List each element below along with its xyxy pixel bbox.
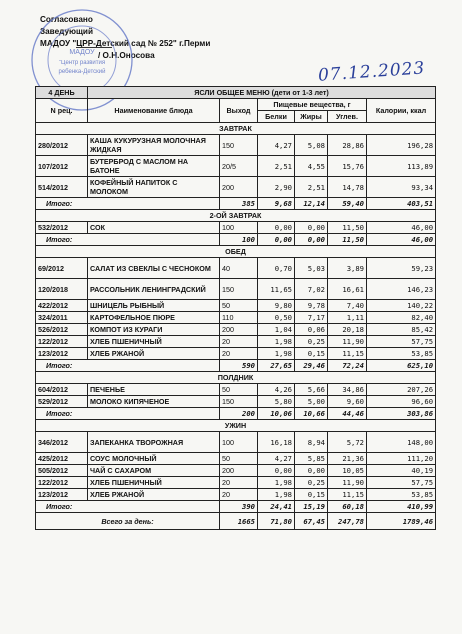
section-header-row — [36, 246, 436, 258]
table-row — [36, 300, 436, 312]
subtotal-carbs: 11,50 — [328, 234, 367, 246]
calories-cell: 148,00 — [367, 432, 436, 453]
subtotal-portion: 200 — [220, 408, 258, 420]
proteins-cell: 11,65 — [258, 279, 295, 300]
recipe-number-cell: 505/2012 — [36, 465, 88, 477]
dish-name-cell: ЧАЙ С САХАРОМ — [88, 465, 220, 477]
col-carbs: Углев. — [328, 111, 367, 123]
subtotal-fats: 29,46 — [295, 360, 328, 372]
carbs-cell: 10,05 — [328, 465, 367, 477]
calories-cell: 40,19 — [367, 465, 436, 477]
dish-name-cell: БУТЕРБРОД С МАСЛОМ НА БАТОНЕ — [88, 156, 220, 177]
calories-cell: 53,85 — [367, 489, 436, 501]
portion-cell: 200 — [220, 465, 258, 477]
carbs-cell: 34,86 — [328, 384, 367, 396]
fats-cell: 5,66 — [295, 384, 328, 396]
recipe-number-cell: 422/2012 — [36, 300, 88, 312]
portion-cell: 150 — [220, 396, 258, 408]
dish-name-cell: ХЛЕБ РЖАНОЙ — [88, 348, 220, 360]
proteins-cell: 1,98 — [258, 348, 295, 360]
calories-cell: 111,20 — [367, 453, 436, 465]
table-row — [36, 312, 436, 324]
handwritten-date: 07.12.2023 — [317, 58, 426, 86]
recipe-number-cell: 107/2012 — [36, 156, 88, 177]
col-fats: Жиры — [295, 111, 328, 123]
table-row — [36, 465, 436, 477]
proteins-cell: 2,51 — [258, 156, 295, 177]
section-title: ЗАВТРАК — [36, 123, 436, 135]
portion-cell: 20 — [220, 489, 258, 501]
table-row — [36, 477, 436, 489]
grand-total-row — [36, 513, 436, 530]
portion-cell: 150 — [220, 279, 258, 300]
recipe-number-cell: 529/2012 — [36, 396, 88, 408]
table-row — [36, 489, 436, 501]
recipe-number-cell: 346/2012 — [36, 432, 88, 453]
subtotal-row — [36, 234, 436, 246]
subtotal-label: Итого: — [36, 408, 220, 420]
recipe-number-cell: 604/2012 — [36, 384, 88, 396]
calories-cell: 85,42 — [367, 324, 436, 336]
proteins-cell: 9,80 — [258, 300, 295, 312]
subtotal-portion: 385 — [220, 198, 258, 210]
menu-body — [36, 123, 436, 530]
recipe-number-cell: 425/2012 — [36, 453, 88, 465]
subtotal-portion: 100 — [220, 234, 258, 246]
dish-name-cell: КОФЕЙНЫЙ НАПИТОК С МОЛОКОМ — [88, 177, 220, 198]
carbs-cell: 3,89 — [328, 258, 367, 279]
fats-cell: 8,94 — [295, 432, 328, 453]
organization-line: МАДОУ "ЦРР-Детский сад № 252" г.Перми — [40, 39, 211, 48]
svg-text:МАДОУ: МАДОУ — [69, 49, 95, 56]
table-row — [36, 177, 436, 198]
calories-cell: 59,23 — [367, 258, 436, 279]
col-portion: Выход — [220, 99, 258, 123]
proteins-cell: 0,50 — [258, 312, 295, 324]
subtotal-label: Итого: — [36, 198, 220, 210]
subtotal-calories: 403,51 — [367, 198, 436, 210]
carbs-cell: 7,40 — [328, 300, 367, 312]
dish-name-cell: КАРТОФЕЛЬНОЕ ПЮРЕ — [88, 312, 220, 324]
grand-total-fats: 67,45 — [295, 513, 328, 530]
fats-cell: 0,25 — [295, 336, 328, 348]
col-nutrients: Пищевые вещества, г — [258, 99, 367, 111]
calories-cell: 82,40 — [367, 312, 436, 324]
subtotal-proteins: 10,06 — [258, 408, 295, 420]
table-row — [36, 453, 436, 465]
signatory-line: / О.Н.Оносова — [98, 51, 155, 60]
portion-cell: 20/5 — [220, 156, 258, 177]
dish-name-cell: ПЕЧЕНЬЕ — [88, 384, 220, 396]
proteins-cell: 1,98 — [258, 489, 295, 501]
table-row — [36, 336, 436, 348]
subtotal-row — [36, 501, 436, 513]
dish-name-cell: ХЛЕБ ПШЕНИЧНЫЙ — [88, 336, 220, 348]
subtotal-calories: 625,10 — [367, 360, 436, 372]
dish-name-cell: КАША КУКУРУЗНАЯ МОЛОЧНАЯ ЖИДКАЯ — [88, 135, 220, 156]
fats-cell: 2,51 — [295, 177, 328, 198]
fats-cell: 5,85 — [295, 453, 328, 465]
proteins-cell: 1,04 — [258, 324, 295, 336]
fats-cell: 0,25 — [295, 477, 328, 489]
table-row — [36, 396, 436, 408]
dish-name-cell: ЗАПЕКАНКА ТВОРОЖНАЯ — [88, 432, 220, 453]
section-title: ОБЕД — [36, 246, 436, 258]
portion-cell: 200 — [220, 177, 258, 198]
calories-cell: 57,75 — [367, 477, 436, 489]
proteins-cell: 1,98 — [258, 477, 295, 489]
calories-cell: 207,26 — [367, 384, 436, 396]
dish-name-cell: ШНИЦЕЛЬ РЫБНЫЙ — [88, 300, 220, 312]
carbs-cell: 11,15 — [328, 348, 367, 360]
dish-name-cell: СОУС МОЛОЧНЫЙ — [88, 453, 220, 465]
recipe-number-cell: 514/2012 — [36, 177, 88, 198]
day-label: 4 ДЕНЬ — [36, 87, 88, 99]
section-header-row — [36, 372, 436, 384]
menu-title: ЯСЛИ ОБЩЕЕ МЕНЮ (дети от 1-3 лет) — [88, 87, 436, 99]
table-row — [36, 384, 436, 396]
fats-cell: 5,00 — [295, 396, 328, 408]
table-row — [36, 324, 436, 336]
col-proteins: Белки — [258, 111, 295, 123]
proteins-cell: 0,00 — [258, 465, 295, 477]
dish-name-cell: ХЛЕБ РЖАНОЙ — [88, 489, 220, 501]
fats-cell: 7,02 — [295, 279, 328, 300]
recipe-number-cell: 280/2012 — [36, 135, 88, 156]
subtotal-calories: 46,00 — [367, 234, 436, 246]
subtotal-fats: 10,66 — [295, 408, 328, 420]
dish-name-cell: САЛАТ ИЗ СВЕКЛЫ С ЧЕСНОКОМ — [88, 258, 220, 279]
subtotal-carbs: 44,46 — [328, 408, 367, 420]
subtotal-proteins: 24,41 — [258, 501, 295, 513]
subtotal-carbs: 59,40 — [328, 198, 367, 210]
proteins-cell: 0,70 — [258, 258, 295, 279]
subtotal-calories: 410,99 — [367, 501, 436, 513]
table-row — [36, 156, 436, 177]
dish-name-cell: ХЛЕБ ПШЕНИЧНЫЙ — [88, 477, 220, 489]
grand-total-proteins: 71,80 — [258, 513, 295, 530]
section-title: 2-ОЙ ЗАВТРАК — [36, 210, 436, 222]
grand-total-carbs: 247,78 — [328, 513, 367, 530]
carbs-cell: 1,11 — [328, 312, 367, 324]
table-row — [36, 348, 436, 360]
proteins-cell: 0,00 — [258, 222, 295, 234]
subtotal-fats: 15,19 — [295, 501, 328, 513]
recipe-number-cell: 120/2018 — [36, 279, 88, 300]
portion-cell: 20 — [220, 336, 258, 348]
carbs-cell: 9,60 — [328, 396, 367, 408]
portion-cell: 100 — [220, 432, 258, 453]
subtotal-carbs: 60,18 — [328, 501, 367, 513]
calories-cell: 96,60 — [367, 396, 436, 408]
dish-name-cell: РАССОЛЬНИК ЛЕНИНГРАДСКИЙ — [88, 279, 220, 300]
subtotal-portion: 390 — [220, 501, 258, 513]
recipe-number-cell: 532/2012 — [36, 222, 88, 234]
proteins-cell: 4,26 — [258, 384, 295, 396]
portion-cell: 200 — [220, 324, 258, 336]
subtotal-proteins: 0,00 — [258, 234, 295, 246]
subtotal-proteins: 9,68 — [258, 198, 295, 210]
subtotal-calories: 303,86 — [367, 408, 436, 420]
section-title: УЖИН — [36, 420, 436, 432]
subtotal-fats: 0,00 — [295, 234, 328, 246]
recipe-number-cell: 123/2012 — [36, 348, 88, 360]
fats-cell: 0,15 — [295, 489, 328, 501]
carbs-cell: 11,90 — [328, 477, 367, 489]
carbs-cell: 28,86 — [328, 135, 367, 156]
section-header-row — [36, 420, 436, 432]
portion-cell: 100 — [220, 222, 258, 234]
dish-name-cell: МОЛОКО КИПЯЧЕНОЕ — [88, 396, 220, 408]
portion-cell: 110 — [220, 312, 258, 324]
grand-total-portion: 1665 — [220, 513, 258, 530]
portion-cell: 150 — [220, 135, 258, 156]
subtotal-label: Итого: — [36, 501, 220, 513]
subtotal-carbs: 72,24 — [328, 360, 367, 372]
calories-cell: 196,28 — [367, 135, 436, 156]
fats-cell: 0,00 — [295, 465, 328, 477]
calories-cell: 113,89 — [367, 156, 436, 177]
subtotal-row — [36, 360, 436, 372]
portion-cell: 50 — [220, 384, 258, 396]
proteins-cell: 1,98 — [258, 336, 295, 348]
subtotal-row — [36, 198, 436, 210]
section-title: ПОЛДНИК — [36, 372, 436, 384]
recipe-number-cell: 324/2011 — [36, 312, 88, 324]
calories-cell: 57,75 — [367, 336, 436, 348]
fats-cell: 7,17 — [295, 312, 328, 324]
dish-name-cell: КОМПОТ ИЗ КУРАГИ — [88, 324, 220, 336]
grand-total-calories: 1789,46 — [367, 513, 436, 530]
fats-cell: 4,55 — [295, 156, 328, 177]
recipe-number-cell: 526/2012 — [36, 324, 88, 336]
grand-total-label: Всего за день: — [36, 513, 220, 530]
section-header-row — [36, 210, 436, 222]
recipe-number-cell: 69/2012 — [36, 258, 88, 279]
portion-cell: 50 — [220, 453, 258, 465]
proteins-cell: 4,27 — [258, 135, 295, 156]
recipe-number-cell: 122/2012 — [36, 477, 88, 489]
fats-cell: 5,03 — [295, 258, 328, 279]
subtotal-label: Итого: — [36, 360, 220, 372]
subtotal-row — [36, 408, 436, 420]
portion-cell: 40 — [220, 258, 258, 279]
carbs-cell: 15,76 — [328, 156, 367, 177]
subtotal-portion: 590 — [220, 360, 258, 372]
svg-text:"Центр развития: "Центр развития — [58, 60, 106, 66]
carbs-cell: 20,18 — [328, 324, 367, 336]
fats-cell: 9,78 — [295, 300, 328, 312]
carbs-cell: 5,72 — [328, 432, 367, 453]
subtotal-label: Итого: — [36, 234, 220, 246]
calories-cell: 93,34 — [367, 177, 436, 198]
carbs-cell: 14,78 — [328, 177, 367, 198]
col-recipe-number: N рец. — [36, 99, 88, 123]
portion-cell: 20 — [220, 477, 258, 489]
fats-cell: 0,00 — [295, 222, 328, 234]
svg-text:ребенка-Детский: ребенка-Детский — [58, 69, 106, 75]
dish-name-cell: СОК — [88, 222, 220, 234]
approval-line: Согласовано — [40, 15, 93, 24]
calories-cell: 53,85 — [367, 348, 436, 360]
carbs-cell: 21,36 — [328, 453, 367, 465]
carbs-cell: 11,90 — [328, 336, 367, 348]
carbs-cell: 16,61 — [328, 279, 367, 300]
table-row — [36, 432, 436, 453]
subtotal-proteins: 27,65 — [258, 360, 295, 372]
table-row — [36, 135, 436, 156]
menu-table — [35, 86, 436, 530]
table-row — [36, 258, 436, 279]
carbs-cell: 11,50 — [328, 222, 367, 234]
calories-cell: 46,00 — [367, 222, 436, 234]
recipe-number-cell: 122/2012 — [36, 336, 88, 348]
table-row — [36, 222, 436, 234]
position-line: Заведующий — [40, 27, 93, 36]
fats-cell: 0,06 — [295, 324, 328, 336]
recipe-number-cell: 123/2012 — [36, 489, 88, 501]
proteins-cell: 5,80 — [258, 396, 295, 408]
subtotal-fats: 12,14 — [295, 198, 328, 210]
col-calories: Калории, ккал — [367, 99, 436, 123]
table-row — [36, 279, 436, 300]
calories-cell: 146,23 — [367, 279, 436, 300]
proteins-cell: 4,27 — [258, 453, 295, 465]
fats-cell: 0,15 — [295, 348, 328, 360]
proteins-cell: 16,18 — [258, 432, 295, 453]
section-header-row — [36, 123, 436, 135]
col-dish-name: Наименование блюда — [88, 99, 220, 123]
proteins-cell: 2,90 — [258, 177, 295, 198]
portion-cell: 20 — [220, 348, 258, 360]
calories-cell: 140,22 — [367, 300, 436, 312]
fats-cell: 5,08 — [295, 135, 328, 156]
portion-cell: 50 — [220, 300, 258, 312]
carbs-cell: 11,15 — [328, 489, 367, 501]
